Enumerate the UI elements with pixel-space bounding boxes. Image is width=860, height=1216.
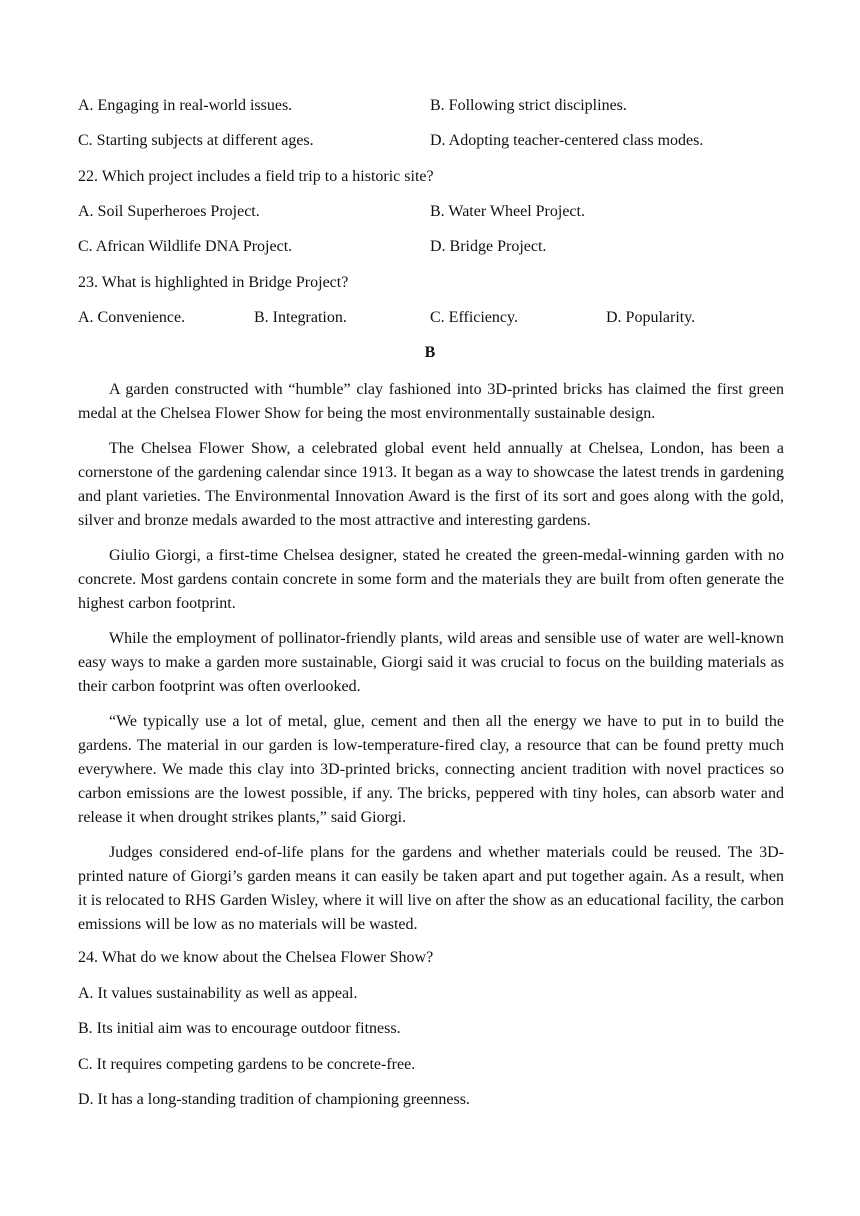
- q22-option-d: D. Bridge Project.: [430, 238, 547, 255]
- q23-option-a: A. Convenience.: [78, 309, 186, 326]
- q21-option-c: C. Starting subjects at different ages.: [78, 132, 314, 149]
- q21-option-d: D. Adopting teacher-centered class modes.: [430, 132, 704, 149]
- q24-option-d: D. It has a long-standing tradition of championing greenness.: [78, 1091, 470, 1108]
- passage-paragraph-2: The Chelsea Flower Show, a celebrated global event held annually at Chelsea, London, has been a cornerstone of the gardening calendar since 1913. It began as a way to showcase the latest trends in gardening and plant varieties. The Environmental Innovation Award is the first of its sort and goes along with the gold, silver and bronze medals awarded to the most attractive and interesting gardens.: [78, 440, 784, 529]
- q21-option-b: B. Following strict disciplines.: [430, 97, 627, 114]
- passage-paragraph-1: A garden constructed with “humble” clay fashioned into 3D-printed bricks has claimed the first green medal at the Chelsea Flower Show for being the most environmentally sustainable design.: [78, 381, 784, 422]
- passage-paragraph-4: While the employment of pollinator-friendly plants, wild areas and sensible use of water are well-known easy ways to make a garden more sustainable, Giorgi said it was crucial to focus on the building materials as their carbon footprint was often overlooked.: [78, 630, 784, 695]
- q24-option-c: C. It requires competing gardens to be concrete-free.: [78, 1056, 416, 1073]
- q22-option-b: B. Water Wheel Project.: [430, 203, 585, 220]
- q24-option-b: B. Its initial aim was to encourage outdoor fitness.: [78, 1020, 401, 1037]
- q23-option-d: D. Popularity.: [606, 309, 696, 326]
- q23-option-b: B. Integration.: [254, 309, 347, 326]
- q22-option-a: A. Soil Superheroes Project.: [78, 203, 260, 220]
- section-b-title: B: [424, 344, 436, 361]
- passage-paragraph-5: “We typically use a lot of metal, glue, cement and then all the energy we have to put in to build the gardens. The material in our garden is low-temperature-fired clay, a resource that can be found pretty much everywhere. We made this clay into 3D-printed bricks, connecting ancient tradition with novel practices so carbon emissions are the lowest possible, if any. The bricks, peppered with tiny holes, can absorb water and release it when drought strikes plants,” said Giorgi.: [78, 713, 784, 826]
- passage-paragraph-6: Judges considered end-of-life plans for the gardens and whether materials could be reused. The 3D-printed nature of Giorgi’s garden means it can easily be taken apart and put together again. As a result, when it is relocated to RHS Garden Wisley, where it will live on after the show as an educational facility, the carbon emissions will be low as no materials will be wasted.: [78, 844, 784, 933]
- q24-question: 24. What do we know about the Chelsea Flower Show?: [78, 949, 434, 966]
- passage-paragraph-3: Giulio Giorgi, a first-time Chelsea designer, stated he created the green-medal-winning garden with no concrete. Most gardens contain concrete in some form and the materials they are built from often generate the highest carbon footprint.: [78, 547, 784, 612]
- q23-question: 23. What is highlighted in Bridge Project?: [78, 274, 349, 291]
- q23-option-c: C. Efficiency.: [430, 309, 518, 326]
- q24-option-a: A. It values sustainability as well as appeal.: [78, 985, 358, 1002]
- q22-question: 22. Which project includes a field trip to a historic site?: [78, 168, 434, 185]
- q21-option-a: A. Engaging in real-world issues.: [78, 97, 293, 114]
- q22-option-c: C. African Wildlife DNA Project.: [78, 238, 293, 255]
